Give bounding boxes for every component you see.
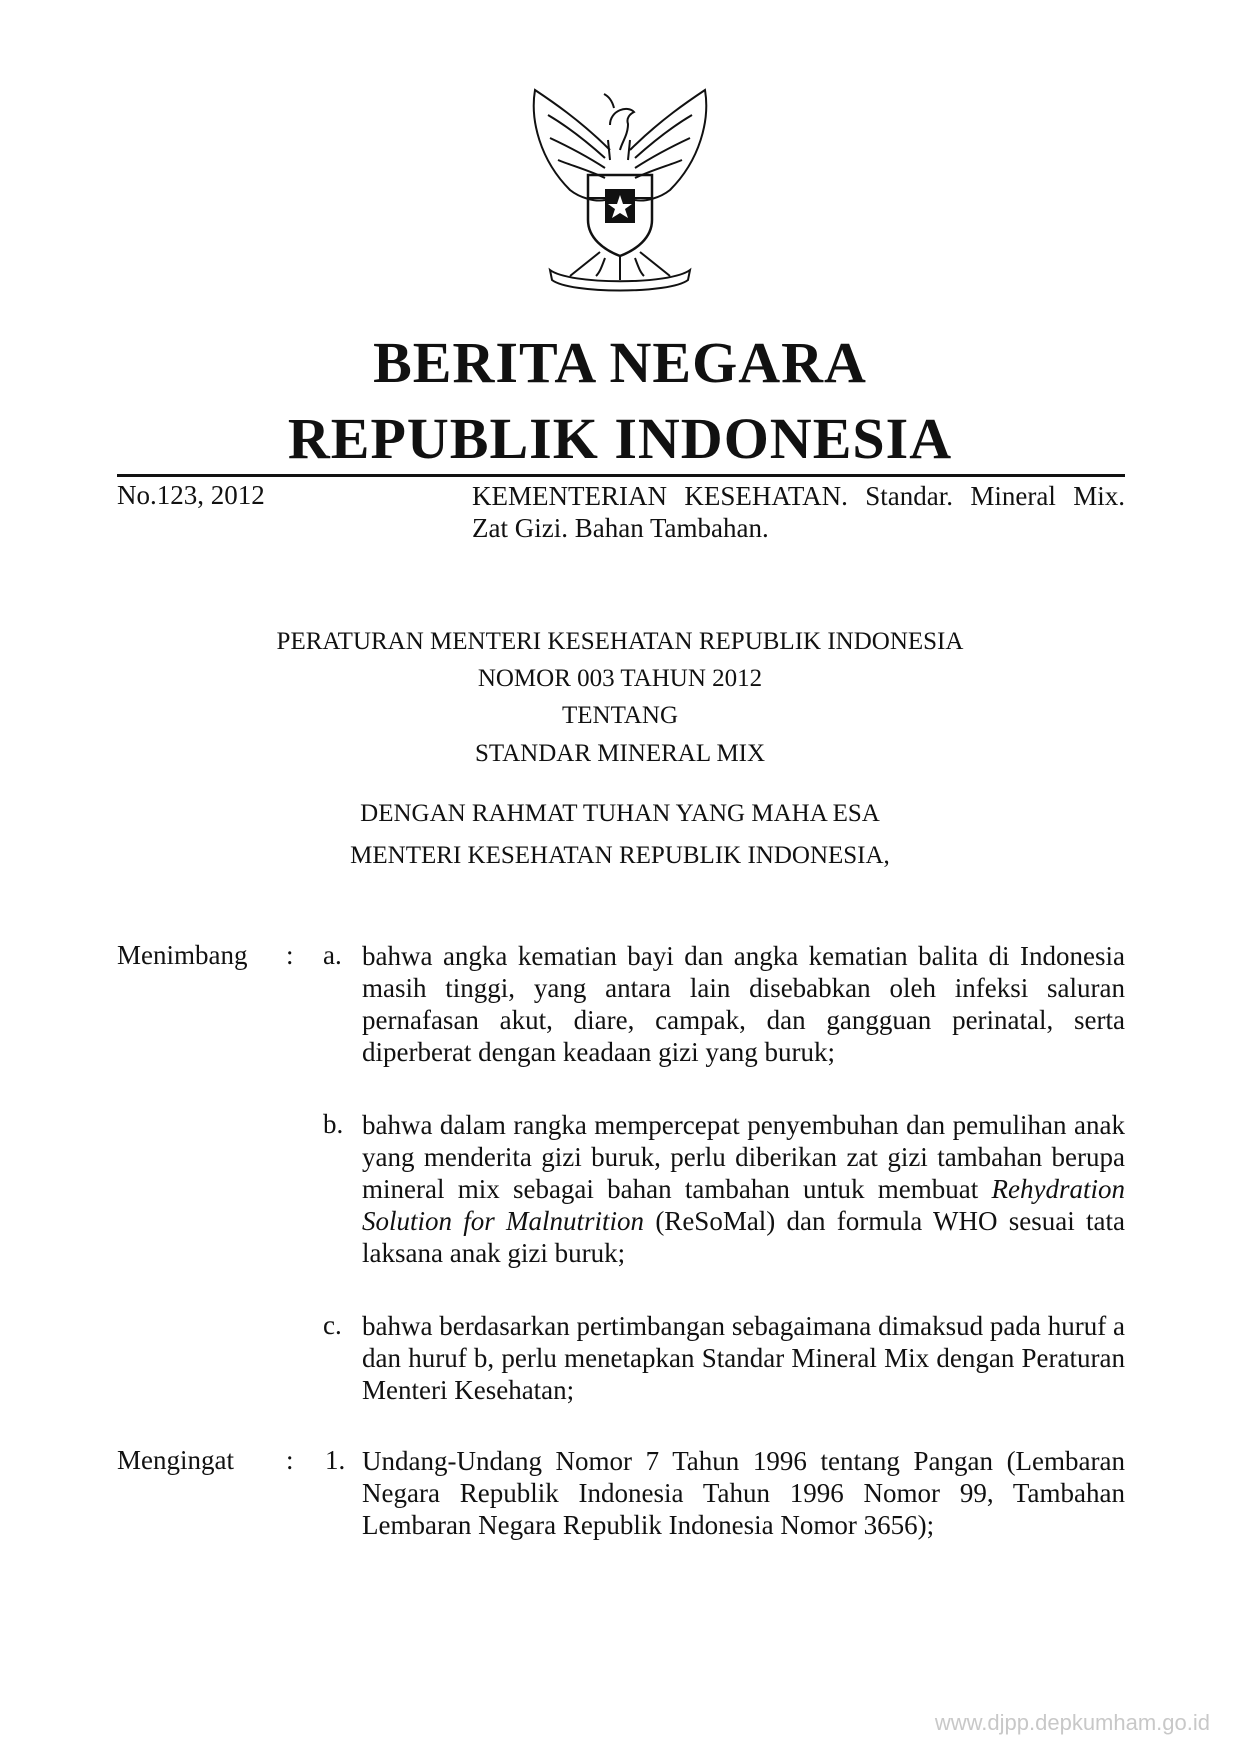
menimbang-item-b-text-before: bahwa dalam rangka mempercepat penyembuhan dan pemulihan anak yang menderita gizi buruk, perlu diberikan zat gizi tambahan berupa mineral mix sebagai bahan tambahan untuk membuat [362,1110,1125,1204]
menimbang-marker-c: c. [323,1310,342,1340]
menimbang-marker-b: b. [323,1109,344,1139]
opening-line2: MENTERI KESEHATAN REPUBLIK INDONESIA, [350,842,890,869]
masthead-line1: BERITA NEGARA [373,330,867,395]
regulation-title-line2: NOMOR 003 TAHUN 2012 [477,665,763,692]
menimbang-marker-a: a. [323,940,342,970]
mengingat-marker-1: 1. [325,1445,346,1475]
menimbang-item-b-text-after: (ReSoMal) dan formula WHO sesuai tata laksana anak gizi buruk; [362,1206,1125,1268]
menimbang-item-b [362,1109,1125,1269]
regulation-title-line3: TENTANG [561,702,679,729]
menimbang-label: Menimbang [117,940,248,970]
regulation-title-line1: PERATURAN MENTERI KESEHATAN REPUBLIK INDONESIA [276,628,964,655]
masthead-divider [117,474,1125,477]
mengingat-label: Mengingat [117,1445,234,1475]
watermark-url: www.djpp.depkumham.go.id [934,1710,1210,1735]
gazette-number: No.123, 2012 [117,480,265,510]
menimbang-item-a: bahwa angka kematian bayi dan angka kematian balita di Indonesia masih tinggi, yang antara lain disebabkan oleh infeksi saluran pernafasan akut, diare, campak, dan gangguan perinatal, serta diperberat dengan keadaan gizi yang buruk; [362,941,1125,1067]
menimbang-item-b-italic: Rehydration Solution for Malnutrition [362,1174,1126,1236]
mengingat-item-1: Undang-Undang Nomor 7 Tahun 1996 tentang Pangan (Lembaran Negara Republik Indonesia Tahun 1996 Nomor 99, Tambahan Lembaran Negara Republik Indonesia Nomor 3656); [362,1446,1125,1540]
gazette-description: KEMENTERIAN KESEHATAN. Standar. Mineral Mix. Zat Gizi. Bahan Tambahan. [472,481,1125,543]
menimbang-item-c: bahwa berdasarkan pertimbangan sebagaimana dimaksud pada huruf a dan huruf b, perlu menetapkan Standar Mineral Mix dengan Peraturan Menteri Kesehatan; [362,1311,1125,1405]
regulation-title-line4: STANDAR MINERAL MIX [474,740,766,767]
mengingat-colon: : [286,1445,294,1475]
opening-line1: DENGAN RAHMAT TUHAN YANG MAHA ESA [360,800,880,827]
menimbang-colon: : [286,940,294,970]
masthead-line2: REPUBLIK INDONESIA [287,406,953,471]
garuda-emblem-icon [510,80,730,300]
